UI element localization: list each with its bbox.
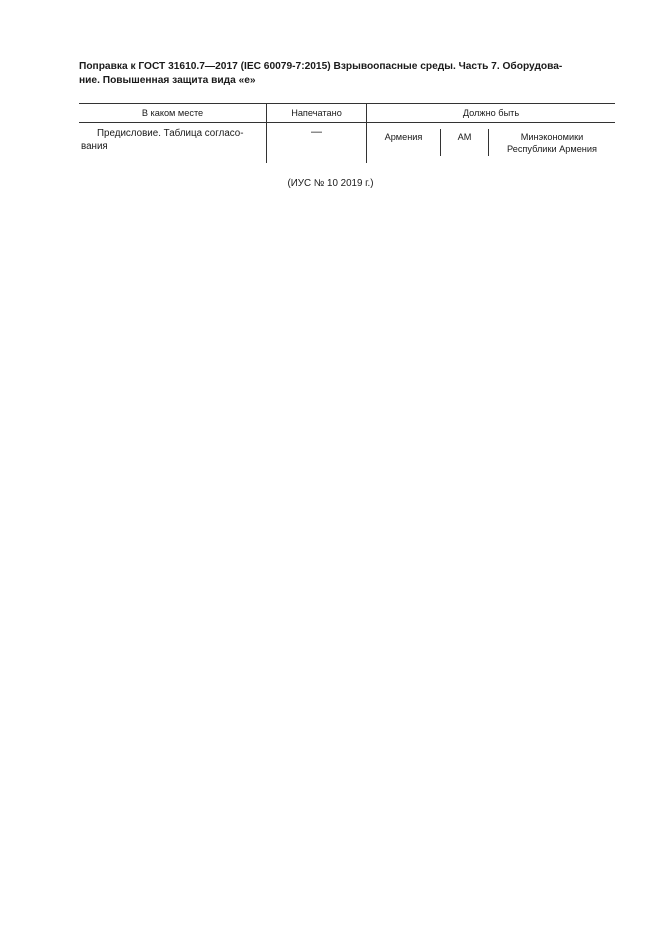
source-reference: (ИУС № 10 2019 г.) <box>287 178 374 189</box>
row-place-line-2: вания <box>81 140 108 152</box>
row-authority-line-2: Республики Армения <box>507 144 597 154</box>
header-printed: Напечатано <box>291 108 342 118</box>
row-authority <box>489 131 615 155</box>
document-title-line-1: Поправка к ГОСТ 31610.7—2017 (IEC 60079-7:2015) Взрывоопасные среды. Часть 7. Оборудова- <box>79 61 563 72</box>
row-place-line-1: Предисловие. Таблица согласо- <box>97 128 244 139</box>
row-place <box>81 128 264 153</box>
document-title <box>79 60 615 88</box>
row-country: Армения <box>384 132 423 142</box>
document-title-line-2: ние. Повышенная защита вида «е» <box>79 75 256 86</box>
row-printed: — <box>311 126 322 138</box>
table-header-rule <box>79 122 615 123</box>
row-country-code: AM <box>457 132 472 142</box>
header-place: В каком месте <box>141 108 204 118</box>
row-authority-line-1: Минэкономики <box>520 132 584 142</box>
header-should-be: Должно быть <box>462 108 520 118</box>
